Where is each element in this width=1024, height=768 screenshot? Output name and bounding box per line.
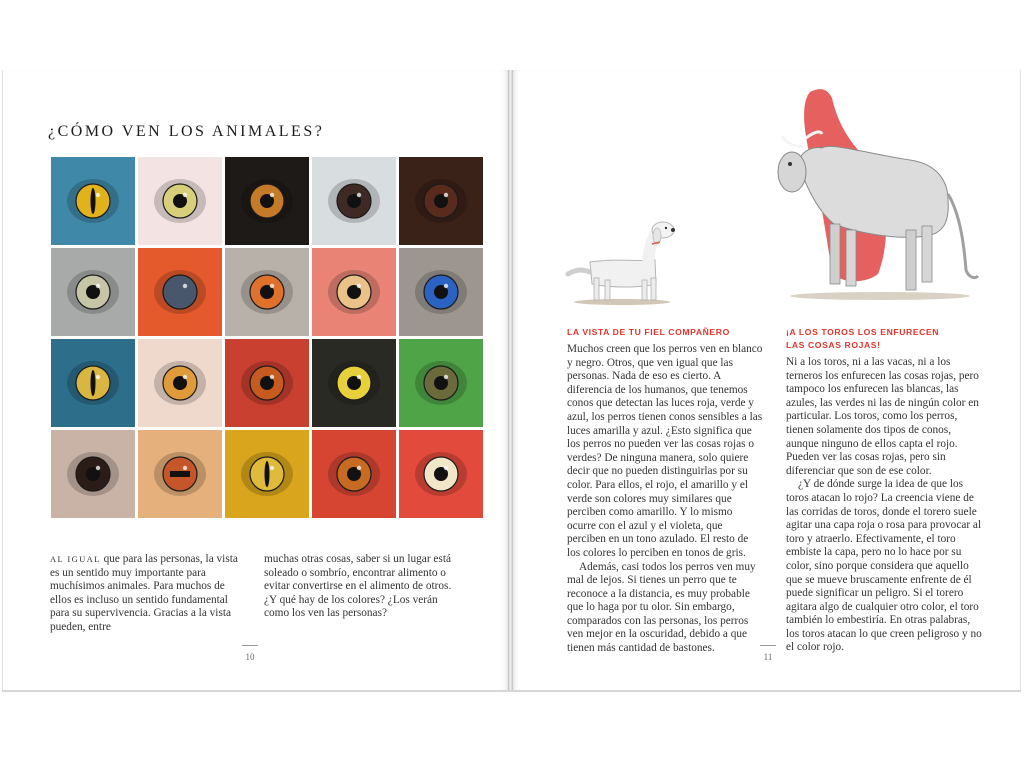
bull-heading-line-2: LAS COSAS ROJAS! <box>786 340 881 350</box>
animal-eye-tile <box>51 248 135 336</box>
animal-eye-tile <box>138 339 222 427</box>
animal-eye-tile <box>399 430 483 518</box>
animal-eye-tile <box>51 157 135 245</box>
bull-section-text <box>786 356 982 655</box>
bull-section-heading <box>786 326 976 352</box>
dog-illustration <box>560 218 680 308</box>
animal-eye-tile <box>138 157 222 245</box>
bull-paragraph-1: Ni a los toros, ni a las vacas, ni a los terneros los enfurecen las cosas rojas, pero tampoco los enfurecen las blancas, las azules, las verdes ni las de ningún color en particular. Los toros, como los perros, tienen solamente dos tipos de conos, aunque ninguno de ellos capta el rojo. Pueden ver las cosas rojas, pero sin diferenciar que son de ese color. <box>786 356 979 477</box>
dog-paragraph-2: Además, casi todos los perros ven muy mal de lejos. Si tienes un perro que te reconoce a la distancia, es muy probable que lo haga por tu olor. Sin embargo, comparados con las personas, los perros ven mejor en la oscuridad, debido a que tienen más cantidad de bastones. <box>567 560 756 655</box>
animal-eye-tile <box>399 157 483 245</box>
animal-eyes-grid <box>51 157 445 538</box>
bull-heading-line-1: ¡A LOS TOROS LOS ENFURECEN <box>786 327 940 337</box>
bull-paragraph-2: ¿Y de dónde surge la idea de que los toros atacan lo rojo? La creencia viene de las corridas de toros, donde el torero suele agitar una capa roja o rosa para provocar al toro y atraerlo. Efectivamente, el toro embiste la capa, pero no lo hace por su color, sino porque considera que aquello que se mueve bruscamente enfrente de él puede significar un peligro. Si el torero agitara algo de cualquier otro color, el toro también lo embestiría. En otras palabras, los toros atacan lo que creen peligroso y no el color rojo. <box>786 478 982 654</box>
animal-eye-tile <box>225 157 309 245</box>
intro-smallcaps: AL IGUAL <box>50 554 101 564</box>
animal-eye-tile <box>312 339 396 427</box>
page-number-right: 11 <box>753 645 783 662</box>
animal-eye-tile <box>399 248 483 336</box>
book-gutter <box>508 70 513 692</box>
animal-eye-tile <box>225 430 309 518</box>
animal-eye-tile <box>312 430 396 518</box>
animal-eye-tile <box>138 430 222 518</box>
animal-eye-tile <box>312 248 396 336</box>
animal-eye-tile <box>138 248 222 336</box>
intro-paragraph-col1 <box>50 553 248 635</box>
intro-paragraph-col2: muchas otras cosas, saber si un lugar está soleado o sombrío, encontrar alimento o evitar convertirse en el alimento de otros. ¿Y qué hay de los colores? ¿Los verán como los ven las personas? <box>264 553 452 620</box>
page-edge <box>2 690 1021 692</box>
page-number-left: 10 <box>235 645 265 662</box>
dog-paragraph-1: Muchos creen que los perros ven en blanco y negro. Otros, que ven igual que las personas. Nada de eso es cierto. A diferencia de los humanos, que tenemos conos que detectan las luces roja, verde y azul, los perros tienen conos sensibles a las luces amarilla y azul. ¿Esto significa que los perros no pueden ver las cosas rojas o verdes? De ninguna manera, solo quiere decir que no pueden distinguirlas por su color. Para ellos, el rojo, el amarillo y el verde son colores muy similares que perciben como amarillo. Y lo mismo ocurre con el azul y el violeta, que perciben en un tono azulado. El resto de los colores lo perciben en tonos de gris. <box>567 343 763 559</box>
animal-eye-tile <box>51 430 135 518</box>
page-title: ¿CÓMO VEN LOS ANIMALES? <box>48 123 325 140</box>
dog-section-heading: LA VISTA DE TU FIEL COMPAÑERO <box>567 327 730 337</box>
intro-col1-text: que para las personas, la vista es un sentido muy importante para muchísimos animales. Para muchos de ellos es incluso un sentido fundamental para su supervivencia. Gracias a la vista pueden, entre <box>50 553 238 633</box>
bull-illustration <box>770 84 980 309</box>
animal-eye-tile <box>51 339 135 427</box>
dog-section-text <box>567 343 763 656</box>
animal-eye-tile <box>225 339 309 427</box>
animal-eye-tile <box>399 339 483 427</box>
animal-eye-tile <box>225 248 309 336</box>
animal-eye-tile <box>312 157 396 245</box>
